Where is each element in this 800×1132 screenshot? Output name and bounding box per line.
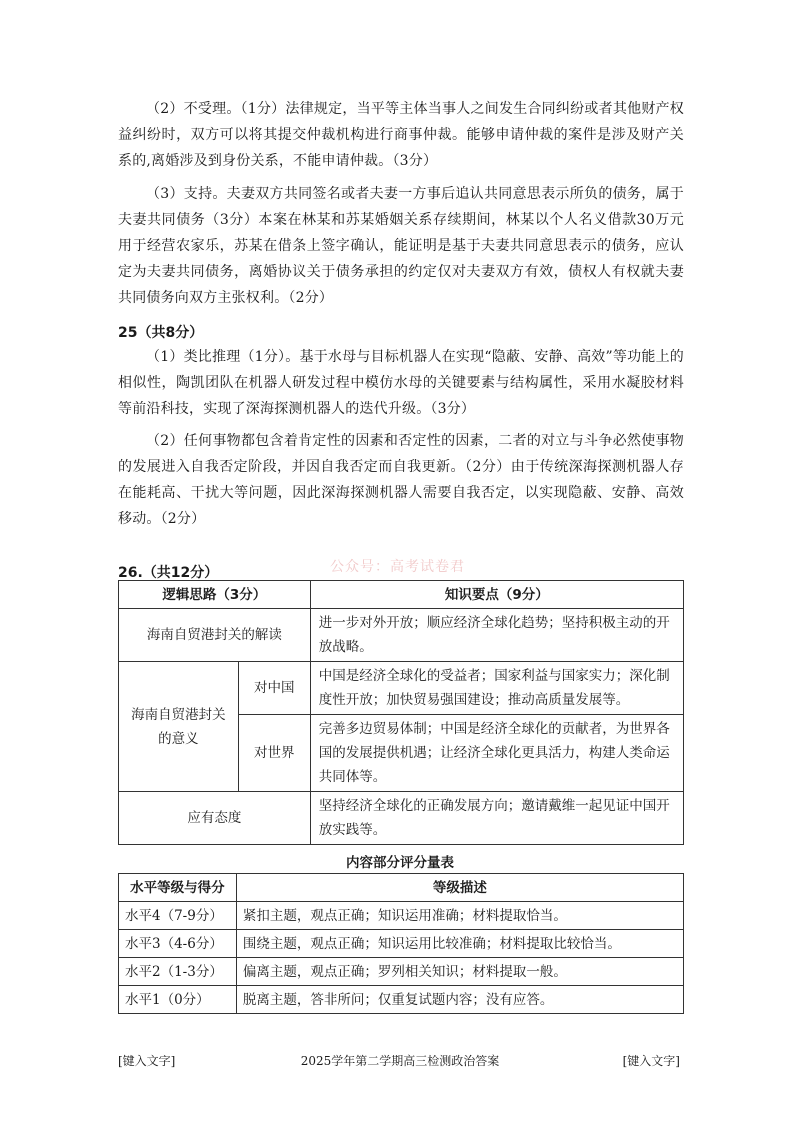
row-label: 海南自贸港封关的解读 bbox=[119, 609, 311, 662]
q24-part3: （3）支持。夫妻双方共同签名或者夫妻一方事后追认共同意思表示所负的债务，属于夫妻共同债务（3分）本案在林某和苏某婚姻关系存续期间，林某以个人名义借款30万元用于经营农家乐，苏某在借条上签字确认，能证明是基于夫妻共同意思表示的债务，应认定为夫妻共同债务，离婚协议关于债务承担的约定仅对夫妻双方有效，债权人有权就夫妻共同债务向双方主张权利。（2分） bbox=[118, 186, 684, 306]
row-text: 中国是经济全球化的受益者；国家利益与国家实力；深化制度性开放；加快贸易强国建设；推动高质量发展等。 bbox=[310, 662, 683, 715]
table-row bbox=[119, 930, 684, 958]
row-label: 应有态度 bbox=[119, 792, 311, 845]
rubric-title: 内容部分评分量表 bbox=[346, 855, 454, 871]
rubric-table bbox=[118, 873, 684, 1014]
q25-part1: （1）类比推理（1分）。基于水母与目标机器人在实现“隐蔽、安静、高效”等功能上的相似性，陶凯团队在机器人研发过程中模仿水母的关键要素与结构属性，采用水凝胶材料等前沿科技，实现了深海探测机器人的迭代升级。（3分） bbox=[118, 349, 684, 417]
q25-part2: （2）任何事物都包含着肯定性的因素和否定性的因素，二者的对立与斗争必然使事物的发展进入自我否定阶段，并因自我否定而自我更新。（2分）由于传统深海探测机器人存在能耗高、干扰大等问题，因此深海探测机器人需要自我否定，以实现隐蔽、安静、高效移动。（2分） bbox=[118, 433, 684, 527]
row-text: 坚持经济全球化的正确发展方向；邀请戴维一起见证中国开放实践等。 bbox=[310, 792, 683, 845]
row-sublabel: 对中国 bbox=[238, 662, 310, 715]
footer-right: [键入文字] bbox=[622, 1054, 680, 1068]
row-label: 海南自贸港封关的意义 bbox=[119, 662, 239, 792]
table-row bbox=[119, 792, 684, 845]
watermark: 公众号：高考试卷君 bbox=[330, 559, 465, 575]
level-cell: 水平2（1-3分） bbox=[119, 958, 237, 986]
table-row bbox=[119, 986, 684, 1014]
table-row bbox=[119, 958, 684, 986]
desc-cell: 围绕主题，观点正确；知识运用比较准确；材料提取比较恰当。 bbox=[236, 930, 683, 958]
q24-part2: （2）不受理。（1分）法律规定，当平等主体当事人之间发生合同纠纷或者其他财产权益纠纷时，双方可以将其提交仲裁机构进行商事仲裁。能够申请仲裁的案件是涉及财产关系的,离婚涉及到身份关系，不能申请仲裁。（3分） bbox=[118, 101, 684, 169]
row-sublabel: 对世界 bbox=[238, 715, 310, 792]
footer-center: 2025学年第二学期高三检测政治答案 bbox=[300, 1054, 500, 1068]
desc-cell: 紧扣主题，观点正确；知识运用准确；材料提取恰当。 bbox=[236, 902, 683, 930]
desc-cell: 脱离主题，答非所问；仅重复试题内容；没有应答。 bbox=[236, 986, 683, 1014]
q26-answer-table bbox=[118, 580, 684, 845]
level-cell: 水平3（4-6分） bbox=[119, 930, 237, 958]
table-header-row bbox=[119, 874, 684, 902]
desc-cell: 偏离主题，观点正确；罗列相关知识；材料提取一般。 bbox=[236, 958, 683, 986]
column-header: 逻辑思路（3分） bbox=[119, 581, 311, 609]
row-text: 完善多边贸易体制；中国是经济全球化的贡献者，为世界各国的发展提供机遇；让经济全球化更具活力，构建人类命运共同体等。 bbox=[310, 715, 683, 792]
row-text: 进一步对外开放；顺应经济全球化趋势；坚持积极主动的开放战略。 bbox=[310, 609, 683, 662]
level-cell: 水平4（7-9分） bbox=[119, 902, 237, 930]
table-row bbox=[119, 609, 684, 662]
table-header-row bbox=[119, 581, 684, 609]
q25-heading: 25（共8分） bbox=[118, 325, 204, 341]
q26-heading: 26.（共12分） bbox=[118, 565, 219, 581]
table-row bbox=[119, 902, 684, 930]
column-header: 知识要点（9分） bbox=[310, 581, 683, 609]
footer-left: [键入文字] bbox=[118, 1054, 176, 1068]
table-row bbox=[119, 662, 684, 715]
level-cell: 水平1（0分） bbox=[119, 986, 237, 1014]
column-header: 水平等级与得分 bbox=[119, 874, 237, 902]
column-header: 等级描述 bbox=[236, 874, 683, 902]
